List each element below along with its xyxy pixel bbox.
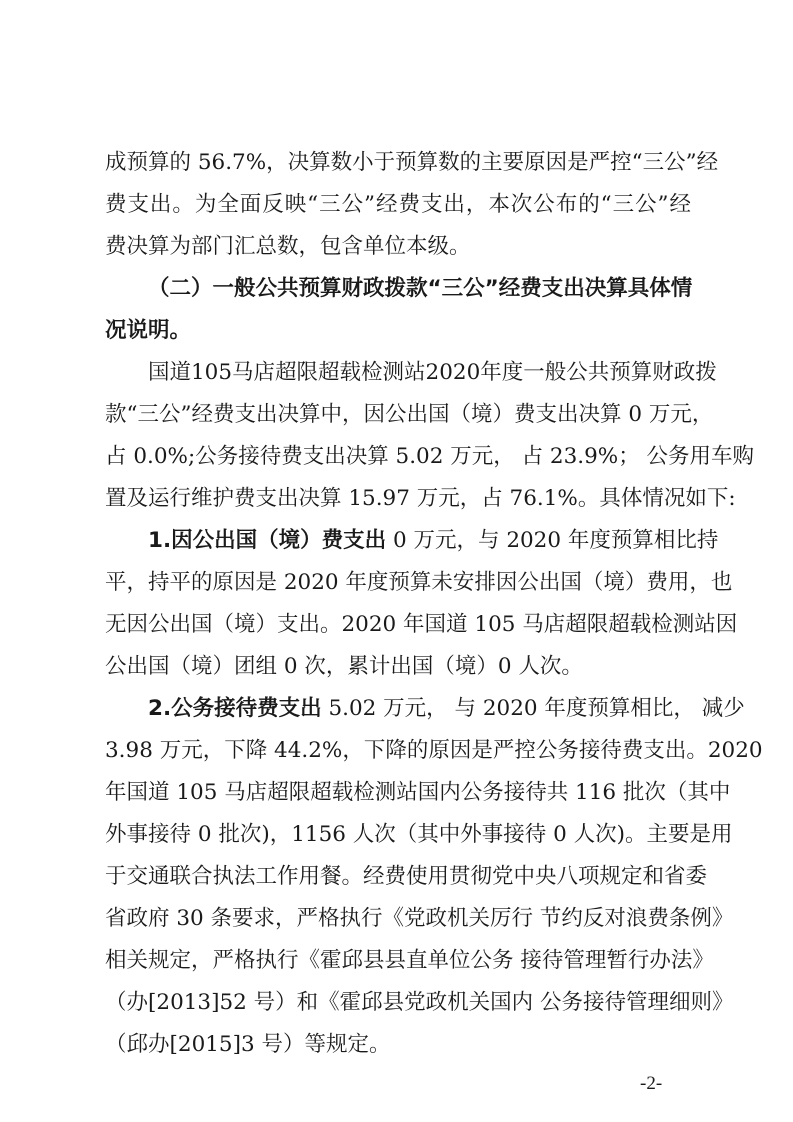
item2-line-9: （邱办[2015]3 号）等规定。 <box>105 1032 391 1057</box>
item2-line-2: 3.98 万元，下降 44.2%，下降的原因是严控公务接待费支出。2020 <box>105 738 763 763</box>
item1-line-1 <box>148 526 719 556</box>
section-heading-line-2: 况说明。 <box>105 318 192 343</box>
item1-line-4: 公出国（境）团组 0 次，累计出国（境）0 人次。 <box>105 654 583 679</box>
summary-line-3: 占 0.0%;公务接待费支出决算 5.02 万元， 占 23.9%； 公务用车购 <box>105 444 755 469</box>
item1-title: 1.因公出国（境）费支出 <box>148 528 387 553</box>
summary-line-1: 国道105马店超限超载检测站2020年度一般公共预算财政拨 <box>148 360 717 385</box>
summary-line-4: 置及运行维护费支出决算 15.97 万元，占 76.1%。具体情况如下: <box>105 486 736 511</box>
intro-line-1: 成预算的 56.7%，决算数小于预算数的主要原因是严控“三公”经 <box>105 150 719 175</box>
section-heading-line-1: （二）一般公共预算财政拨款“三公”经费支出决算具体情 <box>148 276 693 301</box>
intro-line-2: 费支出。为全面反映“三公”经费支出，本次公布的“三公”经 <box>105 192 691 217</box>
item2-line-1 <box>148 694 745 724</box>
summary-line-2: 款“三公”经费支出决算中，因公出国（境）费支出决算 0 万元， <box>105 402 714 427</box>
item2-line-7: 相关规定，严格执行《霍邱县县直单位公务 接待管理暂行办法》 <box>105 948 714 973</box>
item2-line-5: 于交通联合执法工作用餐。经费使用贯彻党中央八项规定和省委 <box>105 864 708 889</box>
intro-line-3: 费决算为部门汇总数，包含单位本级。 <box>105 234 471 259</box>
item2-line-1-text: 5.02 万元， 与 2020 年度预算相比， 减少 <box>321 696 745 721</box>
page-number: -2- <box>640 1073 663 1094</box>
item1-line-1-text: 0 万元，与 2020 年度预算相比持 <box>386 528 719 553</box>
item2-line-8: （办[2013]52 号）和《霍邱县党政机关国内 公务接待管理细则》 <box>105 990 734 1015</box>
item2-line-4: 外事接待 0 批次)，1156 人次（其中外事接待 0 人次)。主要是用 <box>105 822 733 847</box>
item2-title: 2.公务接待费支出 <box>148 696 322 721</box>
item1-line-2: 平，持平的原因是 2020 年度预算未安排因公出国（境）费用，也 <box>105 570 733 595</box>
item2-line-3: 年国道 105 马店超限超载检测站国内公务接待共 116 批次（其中 <box>105 780 731 805</box>
item1-line-3: 无因公出国（境）支出。2020 年国道 105 马店超限超载检测站因 <box>105 612 738 637</box>
item2-line-6: 省政府 30 条要求，严格执行《党政机关厉行 节约反对浪费条例》 <box>105 906 734 931</box>
